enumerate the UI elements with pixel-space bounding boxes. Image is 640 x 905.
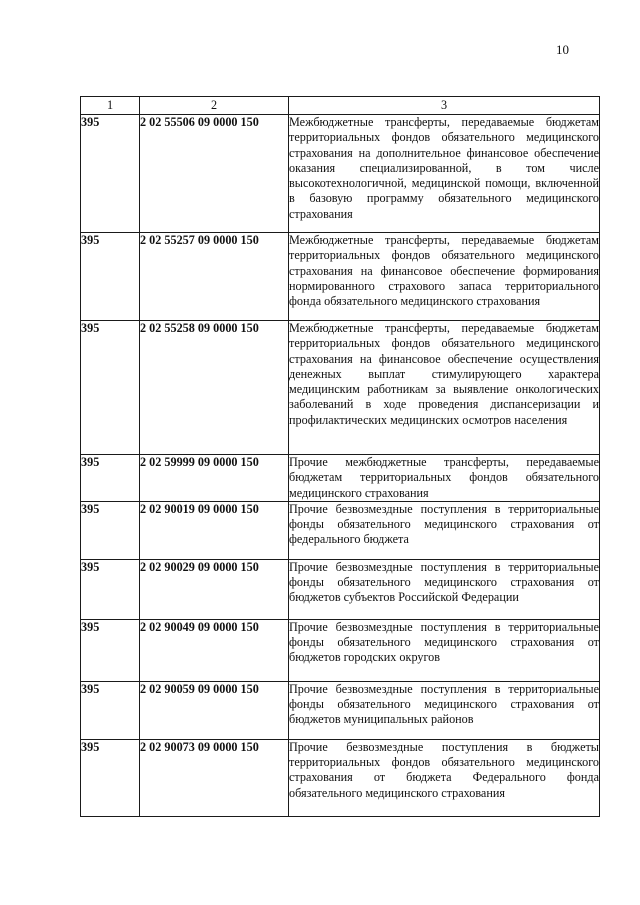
description-cell: Прочие безвозмездные поступления в территориальные фонды обязательного медицинского страхования от бюджетов муниципальных районов xyxy=(289,681,600,739)
kbk-code-cell: 2 02 55257 09 0000 150 xyxy=(140,233,289,321)
description-cell: Межбюджетные трансферты, передаваемые бюджетам территориальных фондов обязательного медицинского страхования на финансовое обеспечение осуществления денежных выплат стимулирующего характера медицинским работникам за выявление онкологических заболеваний в ходе проведения диспансеризации и профилактических медицинских осмотров населения xyxy=(289,321,600,455)
kbk-code-cell: 2 02 90049 09 0000 150 xyxy=(140,619,289,681)
kbk-code-cell: 2 02 55258 09 0000 150 xyxy=(140,321,289,455)
admin-code-cell: 395 xyxy=(81,321,140,455)
table-row xyxy=(81,559,600,619)
table-row xyxy=(81,115,600,233)
description-cell: Межбюджетные трансферты, передаваемые бюджетам территориальных фондов обязательного медицинского страхования на финансовое обеспечение формирования нормированного страхового запаса территориального фонда обязательного медицинского страхования xyxy=(289,233,600,321)
page-number: 10 xyxy=(556,42,569,57)
kbk-code-cell: 2 02 90073 09 0000 150 xyxy=(140,739,289,816)
admin-code-cell: 395 xyxy=(81,681,140,739)
kbk-code-cell: 2 02 55506 09 0000 150 xyxy=(140,115,289,233)
description-cell: Прочие безвозмездные поступления в территориальные фонды обязательного медицинского страхования от бюджетов субъектов Российской Федерации xyxy=(289,559,600,619)
admin-code-cell: 395 xyxy=(81,115,140,233)
table-row xyxy=(81,501,600,559)
admin-code-cell: 395 xyxy=(81,501,140,559)
column-header-2: 2 xyxy=(140,97,289,115)
table-row xyxy=(81,739,600,816)
column-header-1: 1 xyxy=(81,97,140,115)
kbk-code-cell: 2 02 59999 09 0000 150 xyxy=(140,455,289,502)
admin-code-cell: 395 xyxy=(81,739,140,816)
table-row xyxy=(81,233,600,321)
table-row xyxy=(81,681,600,739)
description-cell: Прочие безвозмездные поступления в бюджеты территориальных фондов обязательного медицинского страхования от бюджета Федерального фонда обязательного медицинского страхования xyxy=(289,739,600,816)
admin-code-cell: 395 xyxy=(81,559,140,619)
table-row xyxy=(81,321,600,455)
kbk-code-cell: 2 02 90059 09 0000 150 xyxy=(140,681,289,739)
admin-code-cell: 395 xyxy=(81,455,140,502)
table-row xyxy=(81,455,600,502)
budget-classification-table xyxy=(80,96,600,817)
description-cell: Прочие межбюджетные трансферты, передаваемые бюджетам территориальных фондов обязательного медицинского страхования xyxy=(289,455,599,500)
table-row xyxy=(81,619,600,681)
admin-code-cell: 395 xyxy=(81,233,140,321)
kbk-code-cell: 2 02 90019 09 0000 150 xyxy=(140,501,289,559)
description-cell: Прочие безвозмездные поступления в территориальные фонды обязательного медицинского страхования от бюджетов городских округов xyxy=(289,619,600,681)
description-cell: Прочие безвозмездные поступления в территориальные фонды обязательного медицинского страхования от федерального бюджета xyxy=(289,501,600,559)
kbk-code-cell: 2 02 90029 09 0000 150 xyxy=(140,559,289,619)
description-cell: Межбюджетные трансферты, передаваемые бюджетам территориальных фондов обязательного медицинского страхования на дополнительное финансовое обеспечение оказания специализированной, в том числе высокотехнологичной, медицинской помощи, включенной в базовую программу обязательного медицинского страхования xyxy=(289,115,600,233)
column-header-3: 3 xyxy=(289,97,600,115)
admin-code-cell: 395 xyxy=(81,619,140,681)
table-header-row xyxy=(81,97,600,115)
